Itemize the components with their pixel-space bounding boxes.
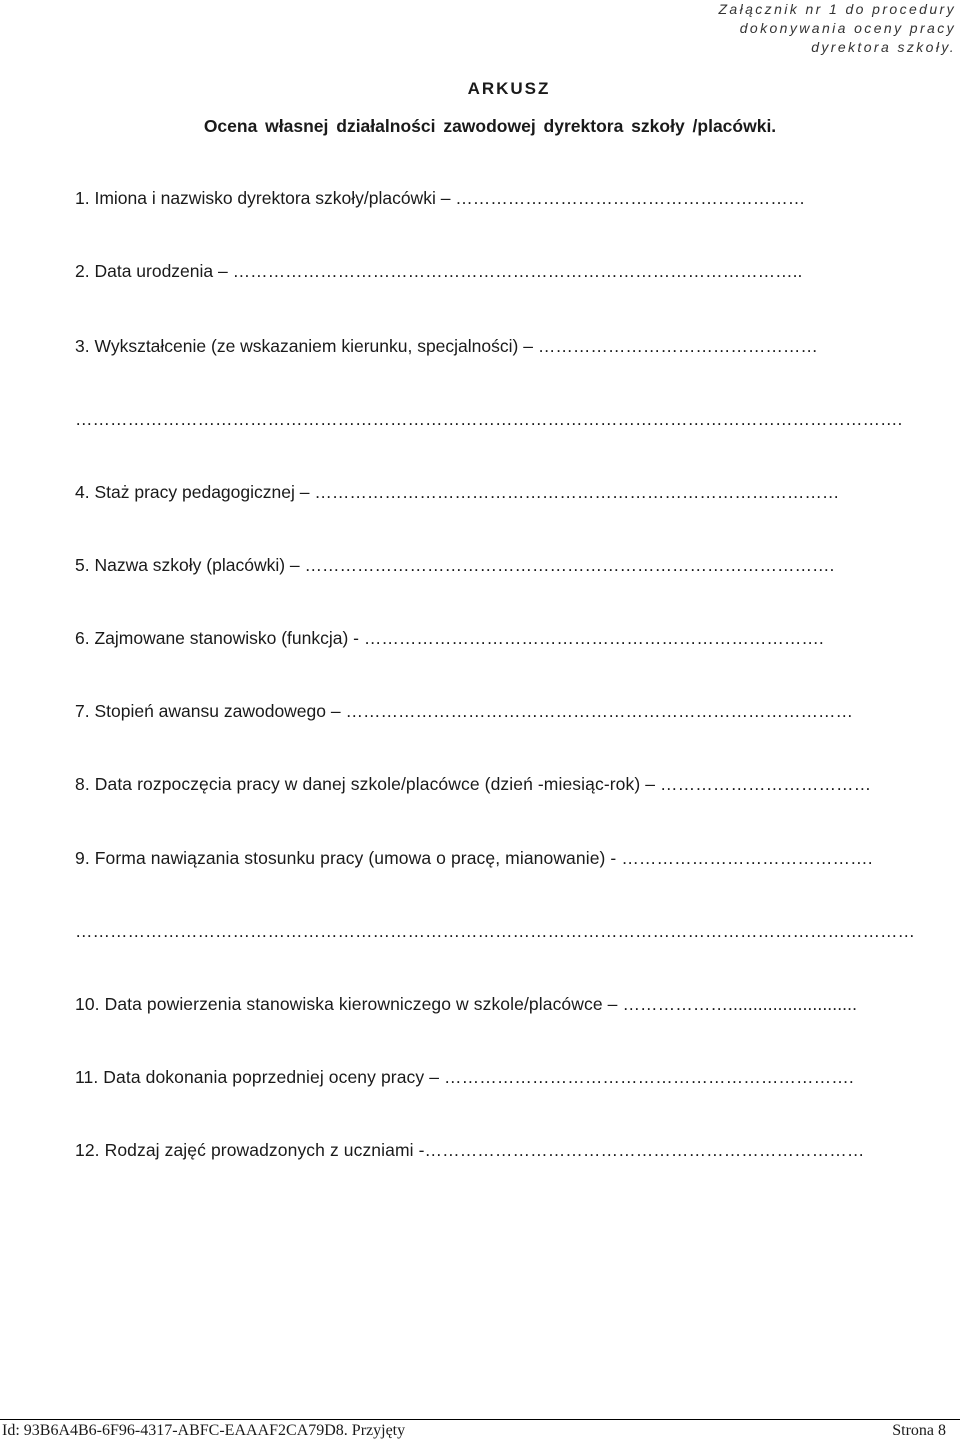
field-employment-start-date[interactable] xyxy=(75,773,871,795)
attachment-note xyxy=(718,0,956,57)
field-employment-form-continuation[interactable] xyxy=(75,920,915,942)
fill-in-dots[interactable]: ………………………………………… xyxy=(537,336,818,356)
field-label: 10. Data powierzenia stanowiska kierowniczego w szkole/placówce – xyxy=(75,994,623,1014)
field-label: 3. Wykształcenie (ze wskazaniem kierunku, specjalności) – xyxy=(75,336,538,356)
field-position[interactable] xyxy=(75,627,824,649)
field-management-appointment-date[interactable] xyxy=(75,993,857,1015)
page-footer xyxy=(0,1419,960,1442)
field-label: 5. Nazwa szkoły (placówki) – xyxy=(75,555,305,575)
field-previous-evaluation-date[interactable] xyxy=(75,1066,854,1088)
fill-in-dots[interactable]: ……………………………………………………………. xyxy=(444,1067,854,1087)
field-education-continuation[interactable] xyxy=(75,408,902,430)
field-label: 9. Forma nawiązania stosunku pracy (umowa o pracę, mianowanie) - xyxy=(75,848,622,868)
field-label: 7. Stopień awansu zawodowego – xyxy=(75,701,346,721)
fill-in-dots[interactable]: ……………………………………………………………………. xyxy=(363,628,824,648)
field-birth-date[interactable] xyxy=(75,260,802,282)
fill-in-dots[interactable]: ……………………………………………………………………………………………………………………………. xyxy=(75,409,903,429)
fill-in-dots[interactable]: ………………………………………………………………… xyxy=(424,1140,865,1160)
attachment-note-line: dokonywania oceny pracy xyxy=(739,20,956,36)
field-employment-form[interactable] xyxy=(75,847,873,869)
fill-in-dots[interactable]: ……………………………………. xyxy=(621,848,873,868)
fill-in-dots[interactable]: ……………………………… xyxy=(660,774,872,794)
field-teaching-seniority[interactable] xyxy=(75,481,839,503)
field-director-name[interactable] xyxy=(75,187,805,209)
field-label: 4. Staż pracy pedagogicznej – xyxy=(75,482,315,502)
fill-in-dots[interactable]: …………………………………………………………………………… xyxy=(345,701,853,721)
fill-in-dots[interactable]: ………………………………………………………………………………. xyxy=(304,555,835,575)
document-title: ARKUSZ xyxy=(467,79,551,98)
document-subtitle: Ocena własnej działalności zawodowej dyrektora szkoły /placówki. xyxy=(203,116,777,136)
field-label: 8. Data rozpoczęcia pracy w danej szkole/placówce (dzień -miesiąc-rok) – xyxy=(75,774,661,794)
fill-in-dots[interactable]: ……………….......................... xyxy=(622,994,858,1014)
attachment-note-line: Załącznik nr 1 do procedury xyxy=(718,1,956,17)
fill-in-dots[interactable]: …………………………………………………… xyxy=(455,188,806,208)
fill-in-dots[interactable]: ……………………………………………………………………………… xyxy=(314,482,840,502)
field-education[interactable] xyxy=(75,335,818,357)
field-label: 1. Imiona i nazwisko dyrektora szkoły/placówki – xyxy=(75,188,456,208)
page-number: Strona 8 xyxy=(892,1422,946,1439)
field-school-name[interactable] xyxy=(75,554,834,576)
fill-in-dots[interactable]: …………………………………………………………………………………….. xyxy=(232,261,803,281)
fill-in-dots[interactable]: ……………………………………………………………………………………………………………………………… xyxy=(75,921,915,941)
field-label: 12. Rodzaj zajęć prowadzonych z uczniami - xyxy=(75,1140,425,1160)
field-label: 6. Zajmowane stanowisko (funkcja) - xyxy=(75,628,364,648)
field-classes-type[interactable] xyxy=(75,1139,865,1161)
field-label: 2. Data urodzenia – xyxy=(75,261,233,281)
field-promotion-level[interactable] xyxy=(75,700,853,722)
field-label: 11. Data dokonania poprzedniej oceny pracy – xyxy=(75,1067,445,1087)
attachment-note-line: dyrektora szkoły. xyxy=(811,39,956,55)
document-id: Id: 93B6A4B6-6F96-4317-ABFC-EAAAF2CA79D8. Przyjęty xyxy=(2,1422,406,1439)
